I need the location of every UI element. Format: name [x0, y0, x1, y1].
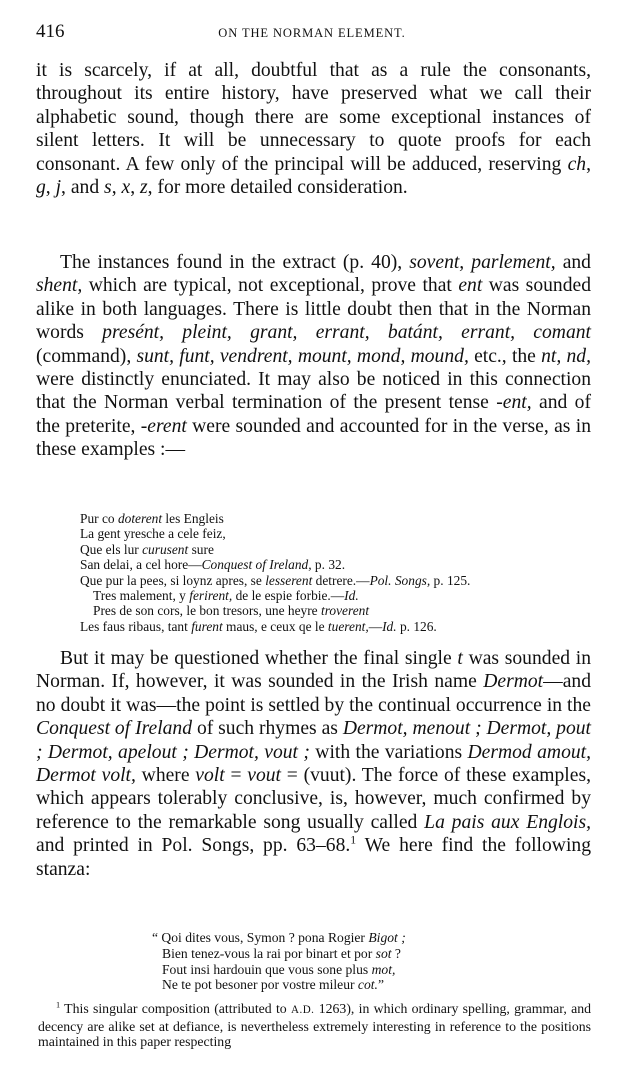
text: = — [224, 765, 248, 787]
italic-word: nt, nd, — [541, 345, 591, 367]
paragraph-2-block — [36, 251, 591, 462]
paragraph-2 — [36, 251, 591, 462]
text: —and no doubt it was—the point is settled by the continual occurrence in the — [36, 671, 591, 716]
italic-word: sovent, parlement, — [409, 252, 556, 273]
verse-line — [80, 557, 600, 572]
paragraph-1 — [36, 59, 591, 199]
text: were sounded and accounted for in the verse, as in these examples :— — [36, 415, 591, 461]
italic-word: lesserent — [265, 572, 313, 588]
italic-word: tuerent, — [327, 618, 369, 634]
text: and — [555, 252, 591, 273]
italic-word: presént, pleint, grant, errant, batánt, errant, comant — [102, 322, 591, 344]
italic-word: Conquest of Ireland — [36, 718, 193, 740]
paragraph-1-block — [36, 59, 591, 199]
italic-word: Dermot, menout ; Dermot, pout ; Dermot, apelout ; Dermot, vout ; — [36, 718, 592, 763]
text: which are typical, not exceptional, prove that — [82, 275, 459, 297]
text: of such rhymes as — [192, 718, 343, 740]
italic-word: troverent — [320, 603, 370, 619]
small-caps-text: A.D. — [290, 1004, 315, 1016]
verse-line — [80, 542, 600, 557]
text: , and — [61, 177, 105, 199]
text: was sounded in Norman. If, however, it was sounded in the Irish name — [36, 648, 592, 693]
verse-line — [80, 573, 600, 588]
text: ” — [377, 977, 384, 993]
stanza-line — [152, 946, 592, 962]
text: with the variations — [309, 741, 468, 763]
paragraph-3-block — [36, 647, 591, 881]
text: Que els lur — [80, 541, 143, 557]
text: 1263), in which ordinary spelling, grammar, and decency are alike set at defiance, is nevertheless extremely interesting in reference to the positions maintained in this paper respecting — [38, 1001, 591, 1050]
italic-word: -ent, — [496, 392, 532, 414]
paragraph-3 — [36, 647, 591, 881]
text: maus, e ceux qe le — [222, 618, 328, 634]
page-header — [36, 21, 588, 45]
text: where — [135, 765, 196, 787]
footnote-reference[interactable]: 1 — [350, 833, 357, 847]
stanza-line — [152, 930, 592, 946]
italic-word: mot, — [371, 961, 396, 977]
italic-word: ent — [458, 275, 483, 297]
text: Ne te pot besoner por vostre mileur — [162, 977, 358, 993]
text: = (vuut). The force of these examples, which appears tolerably conclusive, is, however, much confirmed by reference to the remarkable song usually called — [36, 765, 591, 833]
text: and of the preterite, — [36, 392, 591, 437]
italic-word: shent, — [36, 275, 83, 297]
text: Les faus ribaus, tant — [80, 618, 192, 634]
text: les Engleis — [162, 511, 224, 526]
text: — — [368, 618, 383, 634]
footnote-mark: 1 — [56, 1000, 61, 1010]
text: were distinctly enunciated. It may also be noticed in this connection that the Norman verbal termination of the present tense — [36, 369, 591, 414]
letter: x — [121, 177, 131, 199]
italic-word: Bigot ; — [368, 930, 406, 945]
citation: Conquest of Ireland, — [201, 557, 312, 573]
letter: ch — [567, 153, 587, 175]
text: Pur co — [80, 511, 118, 526]
verse-line: La gent yresche a cele feiz, — [80, 526, 226, 542]
text: , — [45, 177, 56, 199]
italic-word: doterent — [117, 511, 163, 526]
text: Fout insi hardouin que vous sone plus — [162, 961, 372, 977]
text: , — [130, 177, 140, 199]
text: and printed in Pol. Songs, pp. 63–68. — [36, 835, 351, 857]
text: This singular composition (attributed to — [60, 1001, 291, 1016]
text: We here find the following stanza: — [36, 835, 591, 880]
letter: j — [55, 177, 62, 199]
citation: Id. — [382, 618, 397, 634]
italic-word: sot — [375, 945, 392, 961]
citation: Id. — [344, 588, 359, 604]
italic-word: vout — [247, 765, 281, 787]
italic-word: La pais aux Englois, — [424, 811, 591, 833]
text: (command), — [36, 345, 137, 367]
text: detrere.— — [312, 572, 370, 588]
italic-word: ferirent, — [189, 588, 233, 604]
citation: Pol. Songs, — [369, 572, 431, 588]
text: , — [111, 177, 122, 199]
text: Que pur la pees, si loynz apres, se — [80, 572, 266, 588]
italic-word: volt — [195, 765, 225, 787]
italic-word: sunt, funt, vendrent, mount, mond, mound, — [136, 345, 469, 367]
text: Pres de son cors, le bon tresors, une heyre — [93, 603, 321, 619]
letter: z — [139, 177, 148, 199]
italic-word: cot. — [357, 977, 378, 993]
verse-quotation — [80, 511, 600, 634]
italic-word: t — [457, 648, 463, 669]
text: it is scarcely, if at all, doubtful that as a rule the consonants, throughout its entire history, have preserved what we call their alphabetic sound, though there are some exceptional instances of silent letters. It will be unnecessary to quote proofs for each consonant. A few only of the principal will be adduced, reserving — [36, 60, 591, 175]
footnote — [38, 1001, 591, 1050]
letter: g — [36, 177, 46, 199]
page-number: 416 — [36, 21, 65, 42]
text: de le espie forbie.— — [232, 588, 345, 604]
text: , — [586, 153, 591, 175]
verse-line — [80, 511, 600, 526]
text: was sounded alike in both languages. There is little doubt then that in the Norman words — [36, 275, 591, 344]
stanza-line — [152, 962, 592, 978]
italic-word: Dermod amout, Dermot volt, — [36, 741, 591, 787]
text: , for more detailed consideration. — [147, 177, 408, 199]
italic-word: -erent — [140, 415, 187, 437]
italic-word: Dermot — [483, 671, 544, 693]
text: sure — [188, 541, 214, 557]
text: p. 32. — [311, 557, 346, 573]
text: The instances found in the extract (p. 40), — [60, 252, 410, 273]
verse-line — [80, 588, 600, 603]
stanza-line — [152, 977, 592, 993]
text: San delai, a cel hore— — [80, 557, 202, 573]
text: p. 126. — [396, 618, 437, 634]
italic-word: furent — [191, 618, 223, 634]
verse-line — [80, 603, 600, 618]
text: p. 125. — [430, 572, 471, 588]
letter: s — [104, 177, 112, 199]
text: But it may be questioned whether the final single — [60, 648, 458, 669]
text: Tres malement, y — [93, 588, 190, 604]
italic-word: curusent — [142, 541, 189, 557]
text: ? — [391, 945, 401, 961]
text: “ Qoi dites vous, Symon ? pona Rogier — [152, 930, 369, 945]
footnote-text — [38, 1001, 591, 1050]
text: etc., the — [468, 345, 542, 367]
stanza-quotation — [152, 930, 592, 993]
text: Bien tenez-vous la rai por binart et por — [162, 945, 376, 961]
running-title: ON THE NORMAN ELEMENT. — [218, 26, 406, 40]
verse-line — [80, 619, 600, 634]
